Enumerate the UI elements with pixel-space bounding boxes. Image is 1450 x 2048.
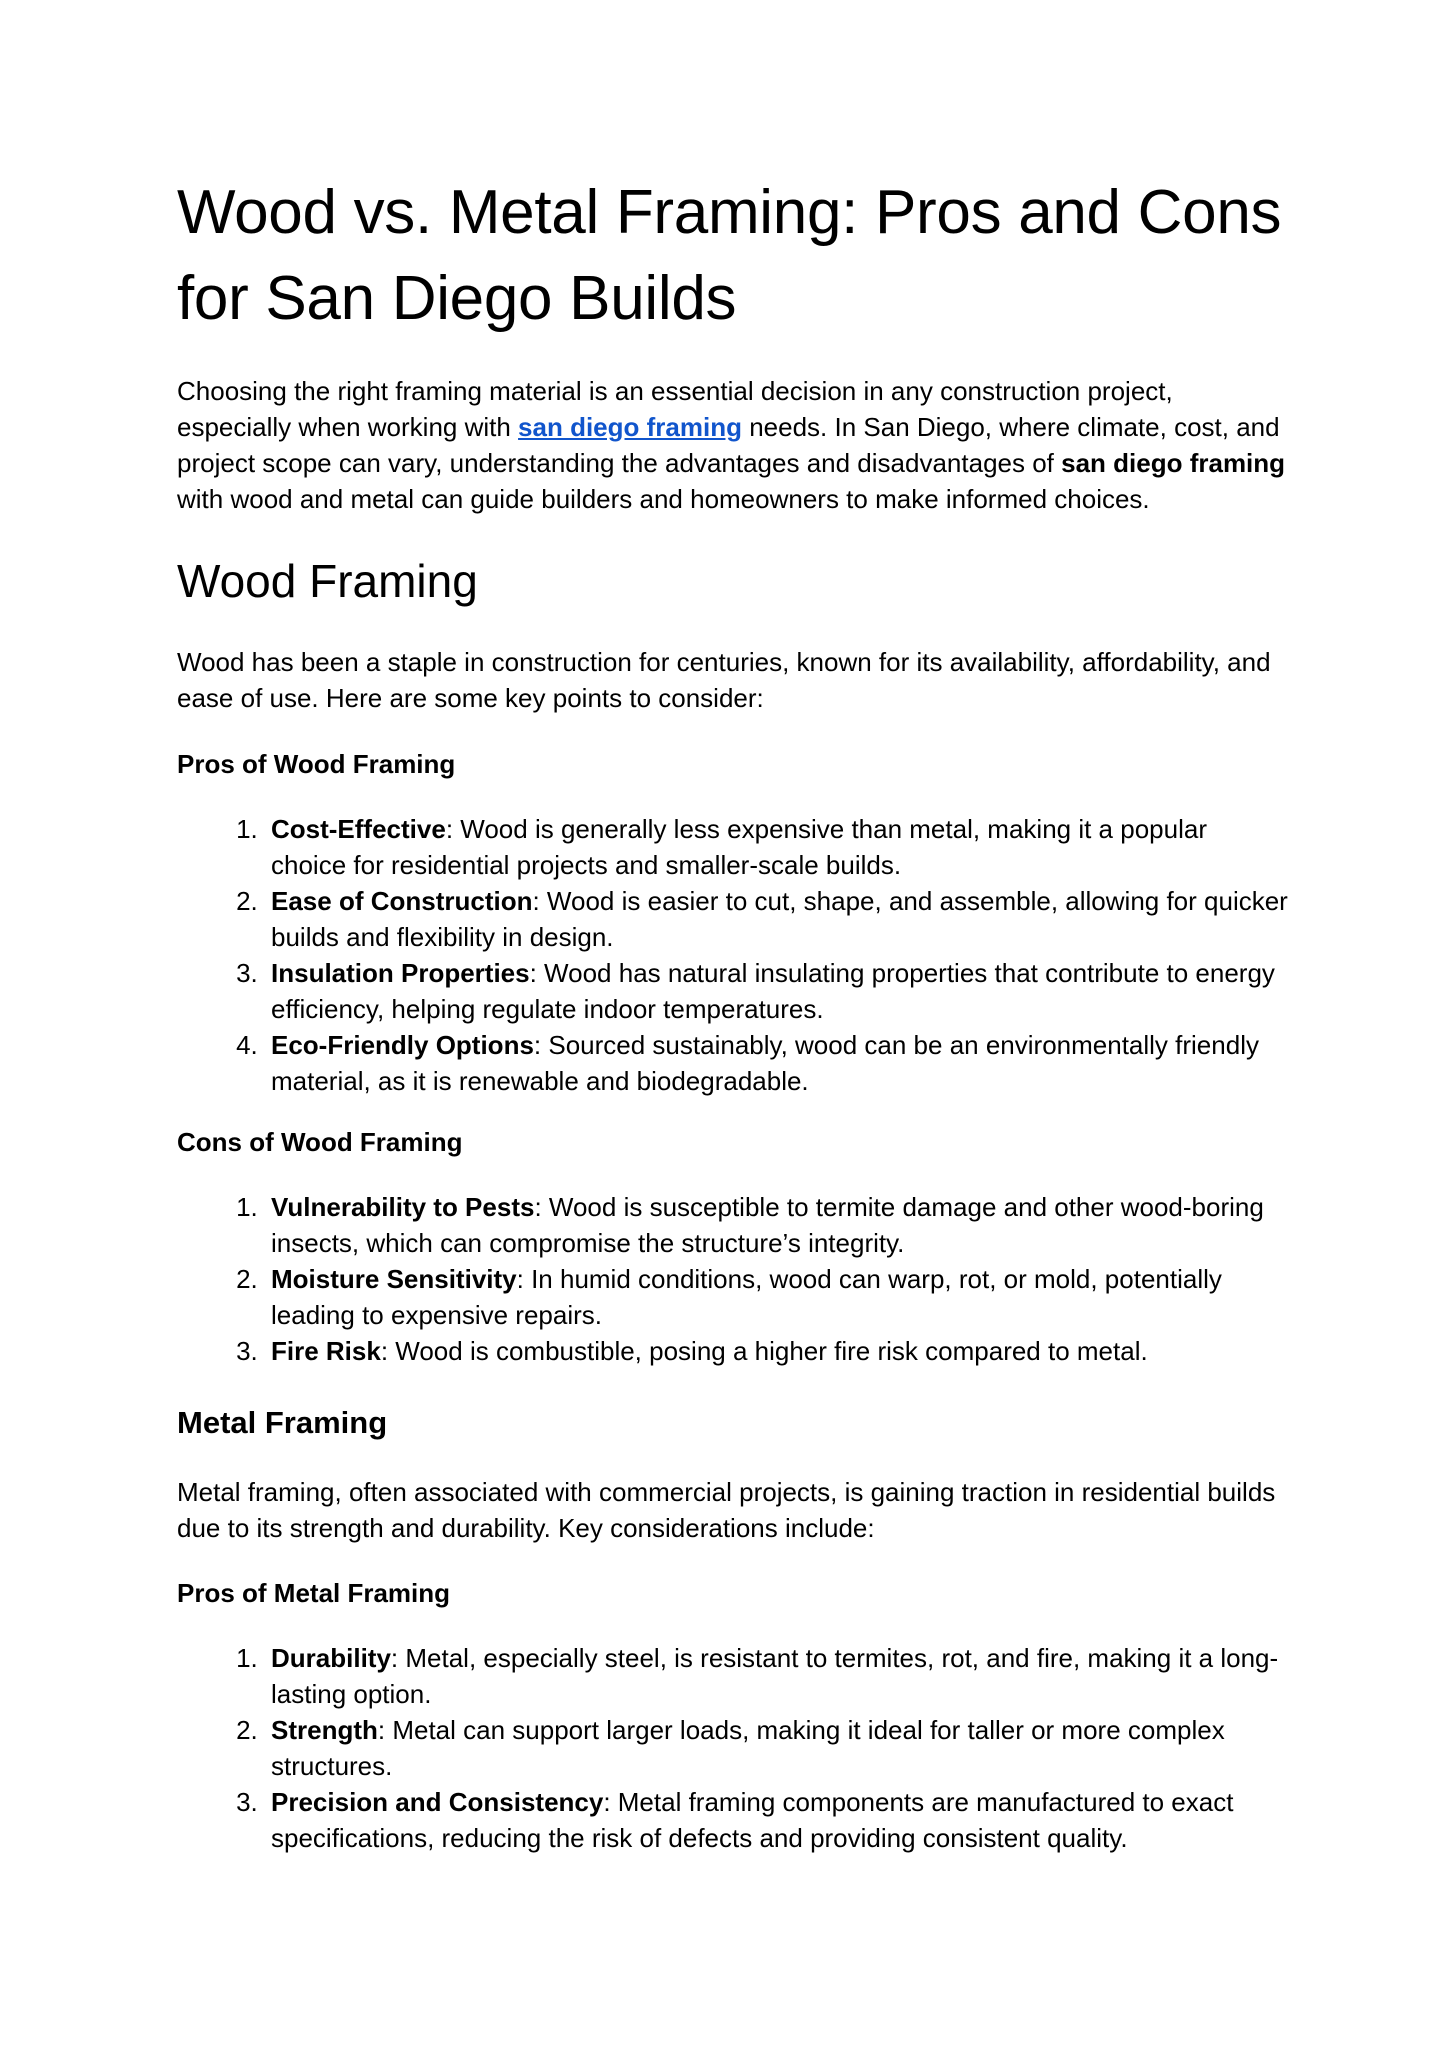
item-text: : Wood is susceptible to termite damage and other wood-boring insects, which can compromise the structure’s integrity.	[271, 1192, 1264, 1258]
list-item	[265, 883, 1289, 955]
list-item	[265, 1027, 1289, 1099]
list-item	[265, 1261, 1289, 1333]
item-term: Precision and Consistency	[271, 1787, 604, 1817]
item-text: : Wood is easier to cut, shape, and assemble, allowing for quicker builds and flexibility in design.	[271, 886, 1288, 952]
item-term: Cost-Effective	[271, 814, 446, 844]
metal-intro: Metal framing, often associated with commercial projects, is gaining traction in residential builds due to its strength and durability. Key considerations include:	[177, 1477, 1276, 1543]
item-text: : Wood is combustible, posing a higher fire risk compared to metal.	[380, 1336, 1148, 1366]
san-diego-framing-link[interactable]: san diego framing	[518, 412, 742, 442]
document-title: Wood vs. Metal Framing: Pros and Cons for San Diego Builds	[177, 178, 1282, 333]
item-term: Moisture Sensitivity	[271, 1264, 517, 1294]
item-text: : Wood is generally less expensive than metal, making it a popular choice for residential projects and smaller-scale builds.	[271, 814, 1207, 880]
list-item	[265, 1784, 1289, 1856]
item-term: Strength	[271, 1715, 378, 1745]
item-term: Fire Risk	[271, 1336, 381, 1366]
list-item	[265, 1640, 1289, 1712]
wood-framing-heading: Wood Framing	[177, 555, 478, 607]
intro-bold-text: san diego framing	[1061, 448, 1286, 478]
list-item	[265, 811, 1289, 883]
item-term: Vulnerability to Pests	[271, 1192, 535, 1222]
wood-pros-heading: Pros of Wood Framing	[177, 749, 456, 779]
item-text: : Metal framing components are manufactured to exact specifications, reducing the risk of defects and providing consistent quality.	[271, 1787, 1234, 1853]
item-term: Eco-Friendly Options	[271, 1030, 534, 1060]
metal-framing-heading: Metal Framing	[177, 1405, 388, 1440]
item-text: : Sourced sustainably, wood can be an environmentally friendly material, as it is renewable and biodegradable.	[271, 1030, 1259, 1096]
document-page	[177, 170, 1289, 1856]
metal-pros-heading: Pros of Metal Framing	[177, 1578, 451, 1608]
wood-cons-heading: Cons of Wood Framing	[177, 1127, 463, 1157]
list-item	[265, 1189, 1289, 1261]
item-term: Durability	[271, 1643, 391, 1673]
list-item	[265, 1712, 1289, 1784]
wood-cons-list	[177, 1189, 1289, 1369]
item-term: Ease of Construction	[271, 886, 533, 916]
list-item	[265, 1333, 1289, 1369]
intro-text: with wood and metal can guide builders and homeowners to make informed choices.	[177, 484, 1150, 514]
item-text: : Metal, especially steel, is resistant to termites, rot, and fire, making it a long-lasting option.	[271, 1643, 1279, 1709]
intro-text: Choosing the right framing material is an essential decision in any construction project, especially when working with	[177, 376, 1173, 442]
item-text: : Wood has natural insulating properties that contribute to energy efficiency, helping regulate indoor temperatures.	[271, 958, 1275, 1024]
list-item	[265, 955, 1289, 1027]
wood-intro: Wood has been a staple in construction for centuries, known for its availability, affordability, and ease of use. Here are some key points to consider:	[177, 647, 1271, 713]
metal-pros-list	[177, 1640, 1289, 1856]
wood-pros-list	[177, 811, 1289, 1099]
item-text: : In humid conditions, wood can warp, rot, or mold, potentially leading to expensive repairs.	[271, 1264, 1222, 1330]
item-term: Insulation Properties	[271, 958, 530, 988]
item-text: : Metal can support larger loads, making it ideal for taller or more complex structures.	[271, 1715, 1225, 1781]
intro-text: needs. In San Diego, where climate, cost, and project scope can vary, understanding the advantages and disadvantages of	[177, 412, 1280, 478]
intro-paragraph	[177, 373, 1289, 517]
